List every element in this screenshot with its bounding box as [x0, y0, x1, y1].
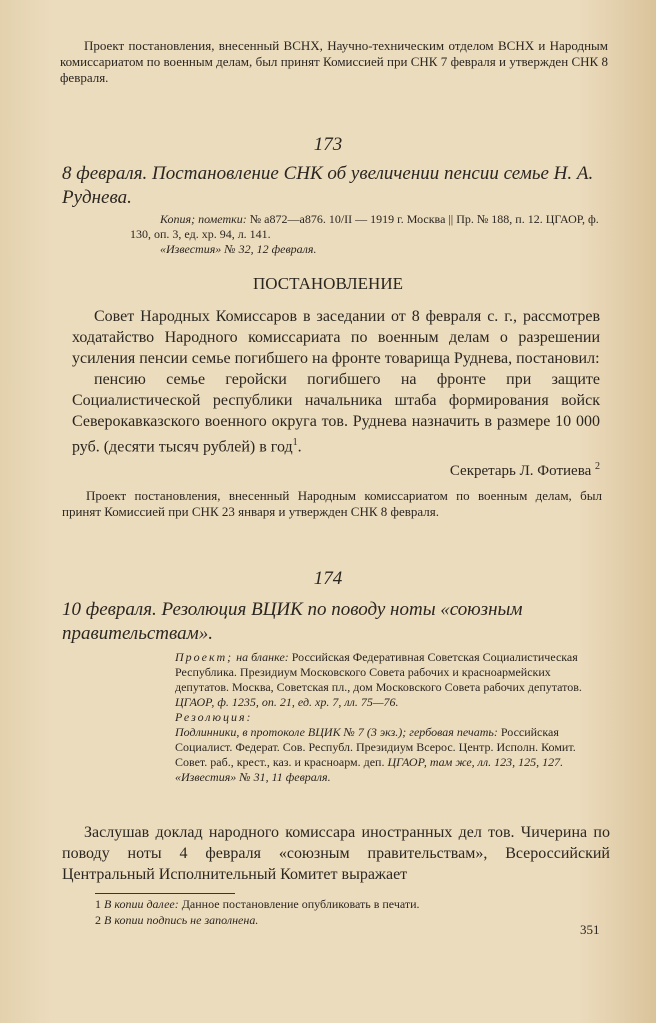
heading-174-text: 10 февраля. Резолюция ВЦИК по поводу ноты «союзным правительствам». — [62, 599, 523, 644]
proj-label: Проект; — [175, 650, 234, 664]
resolution-title: ПОСТАНОВЛЕНИЕ — [252, 274, 403, 293]
proj-block — [175, 650, 605, 710]
footnote-divider — [95, 893, 235, 894]
source-173-line1 — [130, 212, 600, 242]
footnote-ref-2[interactable]: 2 — [595, 461, 600, 473]
resolution-para1: Совет Народных Комиссаров в заседании от 8 февраля с. г., рассмотрев ходатайство Народного комиссариата по военным делам о разрешении усиления пенсии семье погибшего на фронте товарища Руднева, постановил: — [72, 308, 600, 367]
resolution-para2 — [72, 369, 600, 457]
source-173-label: Копия; пометки: — [160, 212, 247, 226]
note-173 — [62, 488, 602, 520]
footnote-1 — [95, 896, 575, 912]
source-173 — [130, 212, 600, 257]
doc-heading-174 — [62, 598, 608, 646]
doc-heading-173 — [62, 162, 610, 210]
doc-number-174: 174 — [313, 568, 343, 589]
heading-173-text: 8 февраля. Постановление СНК об увеличении пенсии семье Н. А. Руднева. — [62, 163, 594, 208]
res-label: Резолюция: — [175, 710, 253, 724]
footnotes — [95, 896, 575, 928]
signature-text: Секретарь Л. Фотиева — [449, 463, 592, 480]
res-block — [175, 710, 605, 770]
source-173-line2: «Известия» № 32, 12 февраля. — [160, 242, 317, 256]
res-sub: Подлинники, в протоколе ВЦИК № 7 (3 экз.); гербовая печать: — [175, 725, 498, 739]
res-text: Российская Социалист. Федерат. Сов. Республ. Президиум Всерос. Центр. Исполн. Комит. Совет. раб., крест., каз. и красноарм. деп. — [175, 725, 576, 769]
source-174 — [175, 650, 605, 785]
para2-text: пенсию семье геройски погибшего на фронте при защите Социалистической республики начальника штаба формирования войск Северокавказского военного округа тов. Руднева назначить в размере 10 000 руб. (десяти тысяч рублей) в год — [72, 371, 600, 456]
page-number: 351 — [580, 922, 600, 937]
res-arch: ЦГАОР, там же, лл. 123, 125, 127. — [387, 755, 564, 769]
resolution-174-para: Заслушав доклад народного комиссара иностранных дел тов. Чичерина по поводу ноты 4 февраля «союзным правительствам», Всероссийский Центральный Исполнительный Комитет выражает — [62, 824, 610, 883]
top-note — [60, 38, 608, 86]
proj-arch: ЦГАОР, ф. 1235, оп. 21, ед. хр. 7, лл. 75—76. — [175, 695, 399, 709]
footnote-1-label: В копии далее: — [104, 897, 179, 911]
footnote-2 — [95, 912, 575, 928]
izv-174: «Известия» № 31, 11 февраля. — [175, 770, 331, 784]
resolution-174-body — [62, 822, 610, 885]
footnote-2-number: 2 — [95, 913, 101, 927]
proj-text: Российская Федеративная Советская Социалистическая Республика. Президиум Московского Совета рабочих и красноармейских депутатов. Москва, Советская пл., дом Московского Совета рабочих депутатов. — [175, 650, 582, 694]
footnote-1-number: 1 — [95, 897, 101, 911]
footnote-1-text: Данное постановление опубликовать в печати. — [181, 897, 420, 911]
resolution-body — [72, 306, 600, 480]
doc-number-173: 173 — [313, 134, 343, 155]
proj-sub: на бланке: — [236, 650, 289, 664]
footnote-ref-1[interactable]: 1 — [292, 437, 298, 448]
note-173-text: Проект постановления, внесенный Народным комиссариатом по военным делам, был принят Комиссией при СНК 23 января и утвержден СНК 8 февраля. — [62, 488, 602, 519]
signature — [72, 461, 600, 480]
para2-end: . — [297, 438, 302, 456]
top-note-text: Проект постановления, внесенный ВСНХ, Научно-техническим отделом ВСНХ и Народным комиссариатом по военным делам, был принят Комиссией при СНК 7 февраля и утвержден СНК 8 февраля. — [60, 38, 608, 85]
footnote-2-label: В копии подпись не заполнена. — [104, 913, 259, 927]
source-173-text: № а872—а876. 10/II — 1919 г. Москва || Пр. № 188, п. 12. ЦГАОР, ф. 130, оп. 3, ед. хр. 94, л. 141. — [130, 212, 599, 241]
